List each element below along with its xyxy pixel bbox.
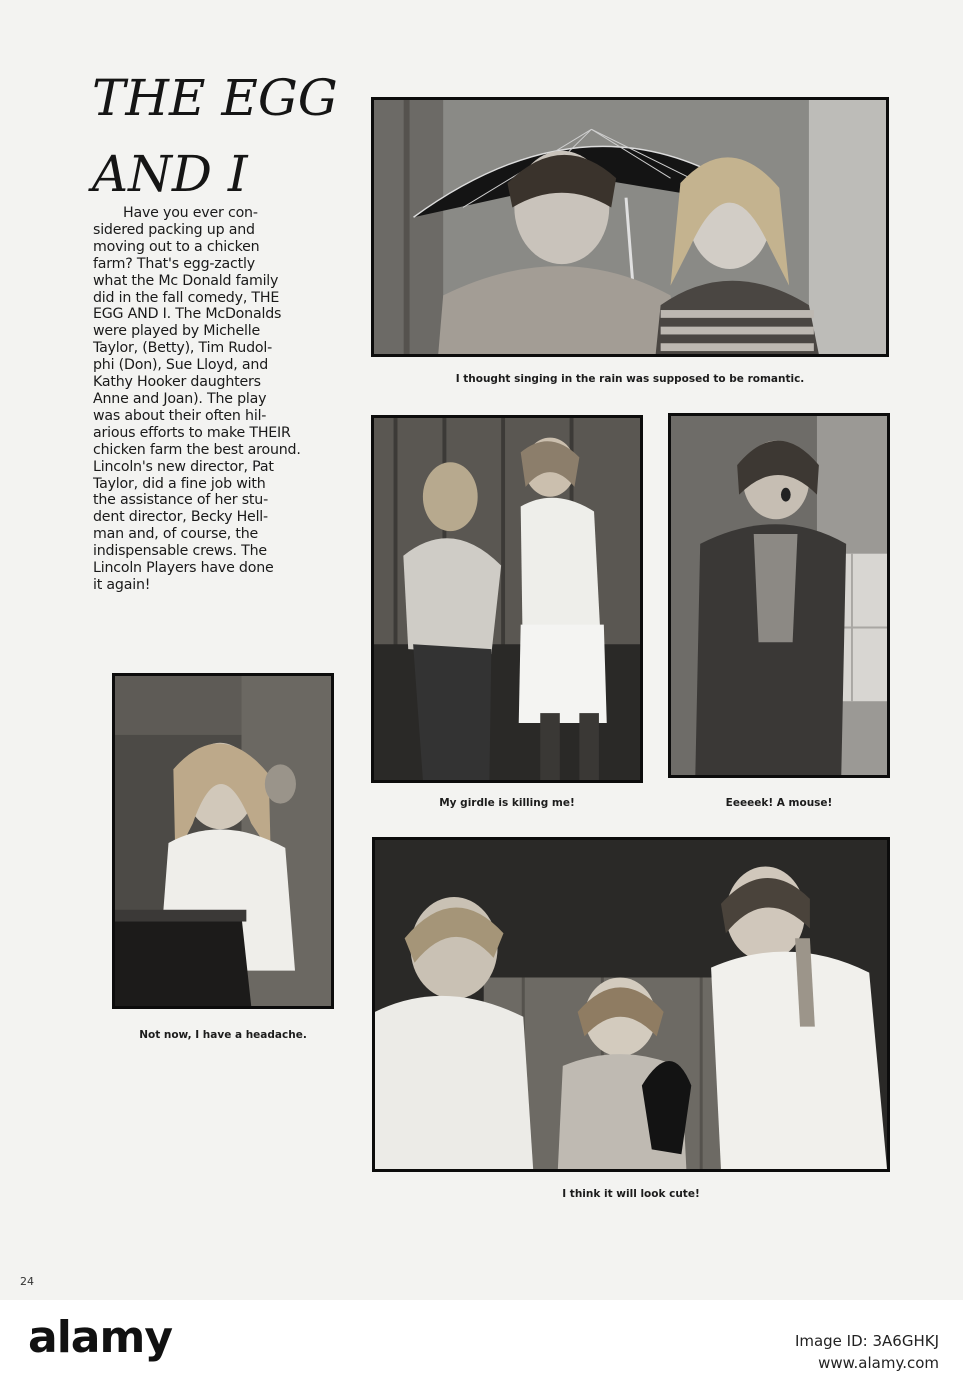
body-line: was about their often hil- <box>93 407 267 424</box>
body-line: Kathy Hooker daughters <box>93 374 261 391</box>
footer-info <box>795 1330 939 1374</box>
body-line: Taylor, (Betty), Tim Rudol- <box>93 340 273 357</box>
body-line: did in the fall comedy, THE <box>93 289 280 306</box>
body-line: EGG AND I. The McDonalds <box>93 306 282 323</box>
body-line: Lincoln's new director, Pat <box>93 458 274 475</box>
umbrella-photo <box>371 97 889 357</box>
body-line: Lincoln Players have done <box>93 560 274 577</box>
body-line: Taylor, did a fine job with <box>93 475 266 492</box>
headache-photo-image <box>115 676 331 1006</box>
body-line: were played by Michelle <box>93 323 261 340</box>
image-id: Image ID: 3A6GHKJ <box>794 1332 939 1350</box>
girdle-photo-image <box>374 418 640 780</box>
cute-photo <box>372 837 890 1172</box>
body-line: arious efforts to make THEIR <box>93 424 291 441</box>
body-line: Have you ever con- <box>123 205 258 221</box>
title-line-1: THE EGG <box>92 69 338 127</box>
body-line: dent director, Becky Hell- <box>93 509 268 526</box>
article-body <box>93 205 348 594</box>
title-line-2: AND I <box>92 145 248 203</box>
mouse-photo-image <box>671 416 887 775</box>
body-line: it again! <box>93 576 151 593</box>
girdle-caption: My girdle is killing me! <box>439 797 575 809</box>
mouse-caption: Eeeeek! A mouse! <box>725 797 833 809</box>
umbrella-caption: I thought singing in the rain was supposed to be romantic. <box>455 373 805 385</box>
headache-photo <box>112 673 334 1009</box>
body-line: moving out to a chicken <box>93 238 260 255</box>
site-link[interactable]: www.alamy.com <box>818 1354 939 1372</box>
alamy-logo[interactable]: alamy <box>28 1312 172 1363</box>
article-title <box>92 60 338 212</box>
body-line: sidered packing up and <box>93 221 255 238</box>
body-line: chicken farm the best around. <box>93 441 301 458</box>
umbrella-photo-image <box>374 100 886 354</box>
mouse-photo <box>668 413 890 778</box>
body-line: the assistance of her stu- <box>93 492 269 509</box>
body-line: Anne and Joan). The play <box>93 390 267 407</box>
body-line: farm? That's egg-zactly <box>93 255 255 272</box>
cute-caption: I think it will look cute! <box>562 1188 700 1200</box>
cute-photo-image <box>375 840 887 1169</box>
girdle-photo <box>371 415 643 783</box>
body-line: indispensable crews. The <box>93 543 267 560</box>
page-number: 24 <box>20 1275 34 1288</box>
headache-caption: Not now, I have a headache. <box>139 1029 307 1041</box>
body-line: what the Mc Donald family <box>93 272 279 289</box>
body-line: phi (Don), Sue Lloyd, and <box>93 357 269 374</box>
body-line: man and, of course, the <box>93 526 259 543</box>
